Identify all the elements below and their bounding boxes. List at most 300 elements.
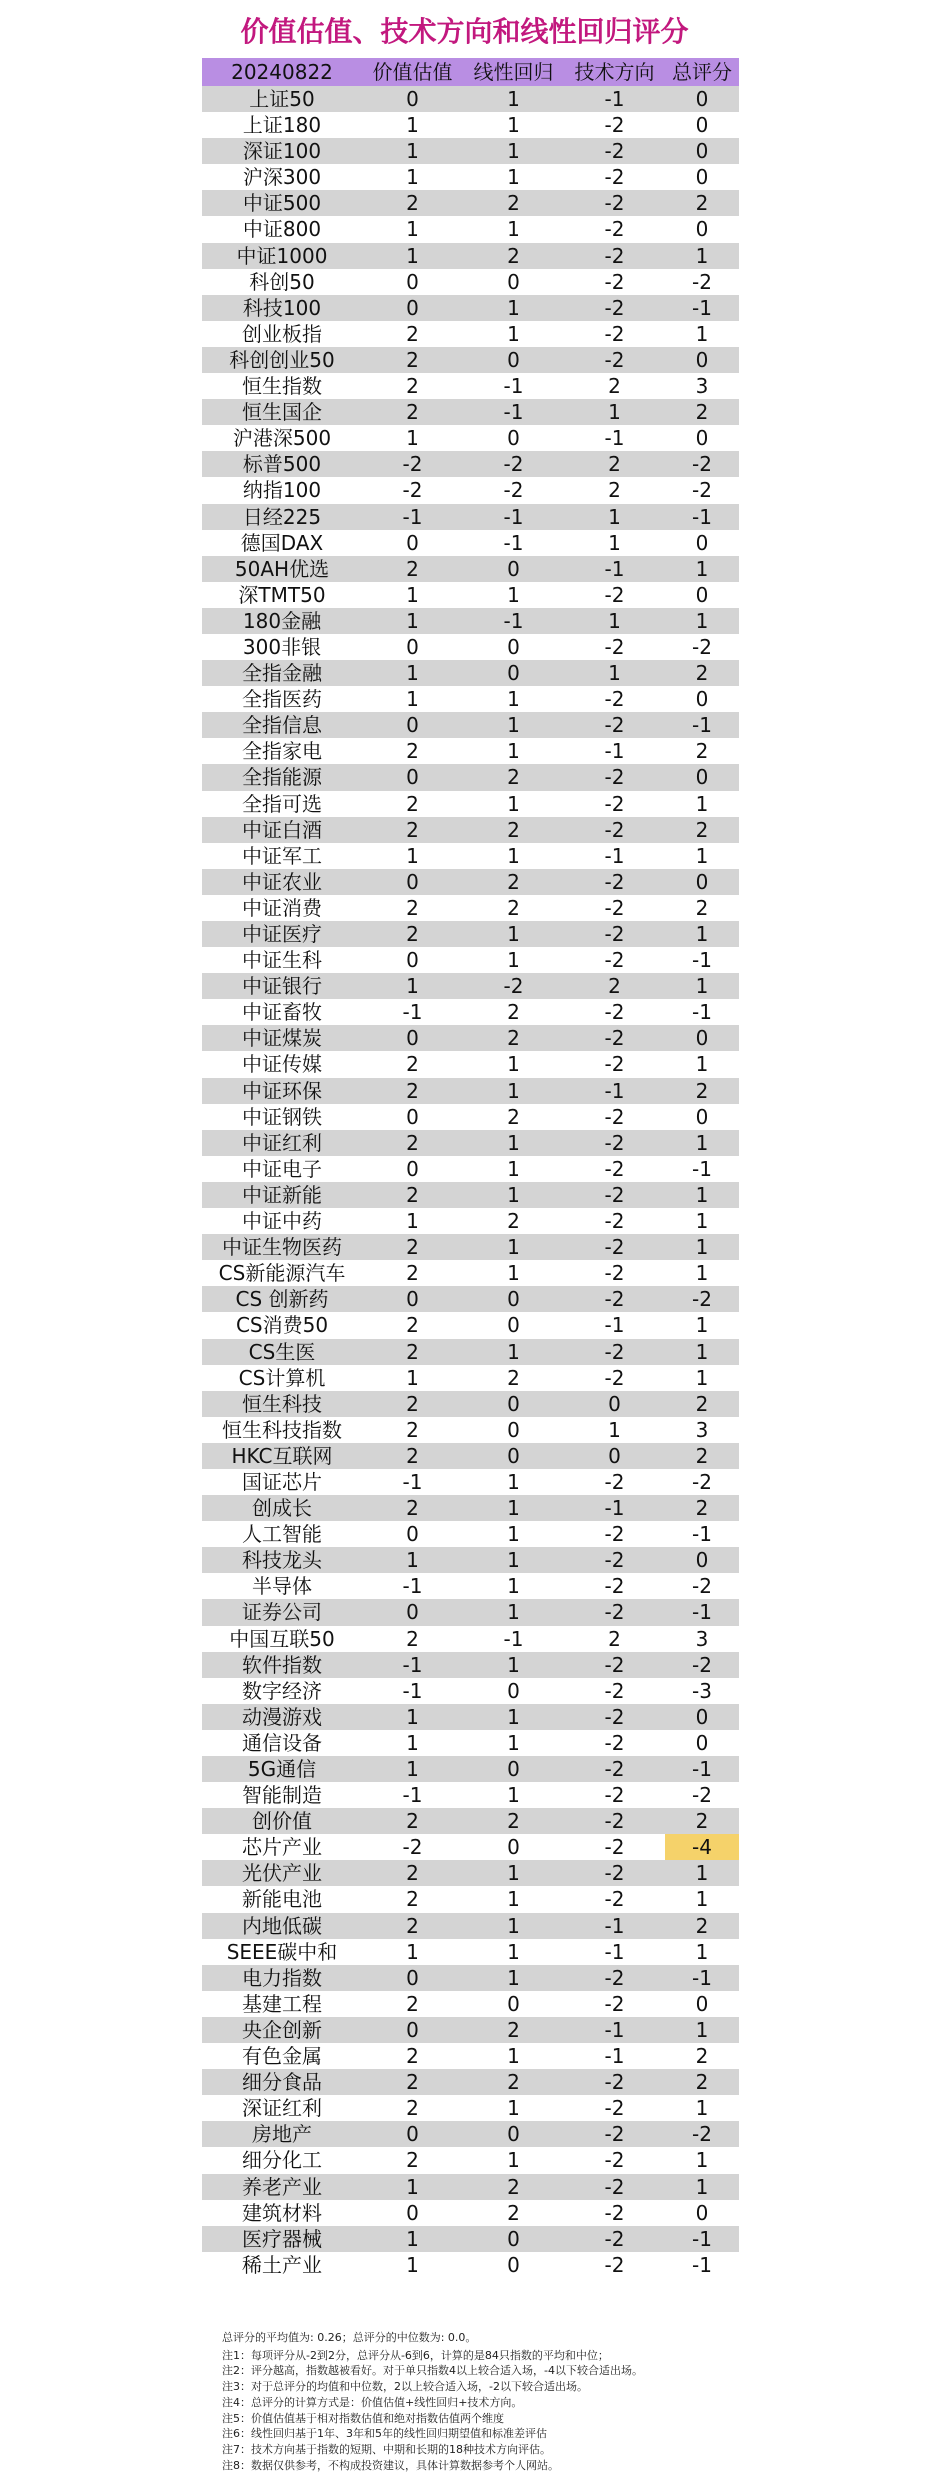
valuation-cell: 2 — [406, 1182, 419, 1207]
table-row — [202, 1025, 739, 1051]
valuation-cell: 0 — [406, 1965, 419, 1990]
technical-cell: -1 — [604, 426, 625, 451]
table-row — [202, 1913, 739, 1939]
table-header — [202, 58, 739, 86]
technical-cell: -2 — [604, 765, 625, 790]
index-name-cell: 中证白酒 — [242, 817, 322, 842]
regression-cell: 0 — [507, 426, 520, 451]
table-row — [202, 2069, 739, 2095]
table-row — [202, 1652, 739, 1678]
table-row — [202, 712, 739, 738]
total-score-cell: 1 — [695, 1209, 709, 1234]
valuation-cell: 0 — [406, 2200, 419, 2225]
regression-cell: 1 — [507, 1339, 520, 1364]
technical-cell: -2 — [604, 269, 625, 294]
table-row — [202, 1860, 739, 1886]
table-row — [202, 477, 739, 503]
index-name-cell: 证券公司 — [242, 1600, 322, 1625]
table-row — [202, 1182, 739, 1208]
index-name-cell: 全指医药 — [242, 687, 322, 712]
valuation-cell: 0 — [406, 765, 419, 790]
total-score-cell: 2 — [695, 2044, 709, 2069]
index-name-cell: 深证红利 — [242, 2096, 322, 2121]
table-row — [202, 1286, 739, 1312]
table-row — [202, 999, 739, 1025]
table-row — [202, 399, 739, 425]
table-row — [202, 1965, 739, 1991]
technical-cell: -2 — [604, 1026, 625, 1051]
valuation-cell: 2 — [406, 1496, 419, 1521]
technical-cell: -2 — [604, 1678, 625, 1703]
technical-cell: -1 — [604, 2017, 625, 2042]
valuation-cell: -1 — [402, 1652, 423, 1677]
technical-cell: -2 — [604, 1730, 625, 1755]
technical-cell: -2 — [604, 1835, 625, 1860]
table-row — [202, 1130, 739, 1156]
regression-cell: 1 — [507, 2044, 520, 2069]
total-score-cell: 1 — [695, 1313, 709, 1338]
table-row — [202, 190, 739, 216]
total-score-cell: -2 — [692, 1287, 712, 1312]
table-row — [202, 2043, 739, 2069]
table-row — [202, 2200, 739, 2226]
valuation-cell: 2 — [406, 1078, 419, 1103]
valuation-cell: 0 — [406, 1026, 419, 1051]
index-name-cell: 内地低碳 — [242, 1913, 322, 1938]
valuation-cell: 1 — [406, 1548, 419, 1573]
regression-cell: 0 — [507, 661, 520, 686]
valuation-cell: -1 — [402, 1574, 423, 1599]
valuation-cell: 0 — [406, 1287, 419, 1312]
note-line: 注6：线性回归基于1年、3年和5年的线性回归期望值和标准差评估 — [222, 2427, 547, 2441]
table-row — [202, 112, 739, 138]
index-name-cell: 50AH优选 — [234, 556, 330, 581]
regression-cell: 1 — [507, 1887, 520, 1912]
total-score-cell: -2 — [692, 452, 712, 477]
total-score-cell: 0 — [695, 139, 709, 164]
table-row — [202, 2121, 739, 2147]
index-name-cell: 中证1000 — [236, 243, 328, 268]
regression-cell: 2 — [507, 191, 520, 216]
total-score-cell: -1 — [692, 1965, 712, 1990]
technical-cell: -2 — [604, 1365, 625, 1390]
total-score-cell: 1 — [695, 2096, 709, 2121]
regression-cell: 1 — [507, 843, 520, 868]
index-name-cell: 全指能源 — [242, 765, 322, 790]
total-score-cell: 0 — [695, 165, 709, 190]
total-score-cell: 1 — [695, 1939, 709, 1964]
total-score-cell: 1 — [695, 556, 709, 581]
regression-cell: 1 — [507, 1913, 520, 1938]
header-date: 20240822 — [231, 60, 333, 84]
valuation-cell: 2 — [406, 922, 419, 946]
technical-cell: -2 — [604, 1052, 625, 1077]
technical-cell: 2 — [608, 1626, 621, 1651]
valuation-cell: 2 — [406, 1313, 419, 1338]
index-name-cell: 中证消费 — [242, 895, 322, 920]
index-name-cell: 中证500 — [242, 191, 322, 216]
index-name-cell: 全指可选 — [242, 791, 322, 816]
technical-cell: -2 — [604, 347, 625, 372]
technical-cell: 0 — [608, 1443, 621, 1468]
regression-cell: 2 — [507, 869, 520, 894]
table-row — [202, 1939, 739, 1965]
table-row — [202, 347, 739, 373]
technical-cell: -2 — [604, 1652, 625, 1677]
technical-cell: -2 — [604, 687, 625, 712]
valuation-cell: 2 — [406, 1339, 419, 1364]
total-score-cell: 1 — [695, 1182, 709, 1207]
valuation-cell: 0 — [406, 269, 419, 294]
total-score-cell: 2 — [695, 817, 709, 842]
technical-cell: -2 — [604, 1287, 625, 1312]
regression-cell: 0 — [507, 2226, 520, 2251]
total-score-cell: 0 — [695, 426, 709, 451]
note-line: 注4：总评分的计算方式是：价值估值+线性回归+技术方向。 — [222, 2395, 523, 2409]
table-row — [202, 608, 739, 634]
total-score-cell: -2 — [692, 1574, 712, 1599]
technical-cell: -1 — [604, 1939, 625, 1964]
valuation-cell: 2 — [406, 321, 419, 346]
table-row — [202, 1495, 739, 1521]
regression-cell: 2 — [507, 765, 520, 790]
total-score-cell: -1 — [692, 1000, 712, 1025]
index-name-cell: 科技龙头 — [242, 1548, 322, 1573]
valuation-cell: 1 — [406, 974, 419, 999]
total-score-cell: 3 — [695, 374, 709, 399]
total-score-cell: -2 — [692, 1783, 712, 1808]
regression-cell: 2 — [507, 2070, 520, 2095]
total-score-cell: 1 — [695, 1235, 709, 1260]
regression-cell: 2 — [507, 2200, 520, 2225]
total-score-cell: 1 — [695, 608, 709, 633]
technical-cell: -2 — [604, 1574, 625, 1599]
technical-cell: -2 — [604, 2252, 625, 2277]
total-score-cell: 0 — [695, 2200, 709, 2225]
technical-cell: -2 — [604, 582, 625, 607]
index-name-cell: CS消费50 — [235, 1313, 329, 1338]
note-line: 注3：对于总评分的均值和中位数，2以上较合适入场，-2以下较合适出场。 — [222, 2380, 588, 2394]
table-row — [202, 921, 739, 947]
total-score-cell: 2 — [695, 1391, 709, 1416]
table-row — [202, 295, 739, 321]
regression-cell: 1 — [507, 87, 520, 111]
total-score-cell: 1 — [695, 1052, 709, 1077]
table-row — [202, 791, 739, 817]
table-row — [202, 2017, 739, 2043]
total-score-cell: 1 — [695, 1365, 709, 1390]
valuation-cell: 0 — [406, 1104, 419, 1129]
regression-cell: 1 — [507, 1730, 520, 1755]
table-row — [202, 738, 739, 764]
regression-cell: 0 — [507, 1835, 520, 1860]
notes-list — [222, 2348, 902, 2474]
technical-cell: -2 — [604, 1182, 625, 1207]
table-row — [202, 1808, 739, 1834]
total-score-cell: 0 — [695, 113, 709, 138]
technical-cell: -2 — [604, 2148, 625, 2173]
valuation-cell: -1 — [402, 504, 423, 529]
valuation-cell: 2 — [406, 1261, 419, 1286]
valuation-cell: 0 — [406, 2017, 419, 2042]
table-row — [202, 1782, 739, 1808]
table-row — [202, 1678, 739, 1704]
regression-cell: -1 — [503, 374, 524, 399]
total-score-cell: 1 — [695, 1861, 709, 1886]
regression-cell: 1 — [507, 948, 520, 973]
table-row — [202, 1051, 739, 1077]
index-name-cell: 电力指数 — [242, 1965, 322, 1990]
regression-cell: 0 — [507, 269, 520, 294]
regression-cell: 1 — [507, 113, 520, 138]
technical-cell: 0 — [608, 1391, 621, 1416]
regression-cell: -2 — [503, 478, 524, 503]
regression-cell: 1 — [507, 1574, 520, 1599]
index-name-cell: 中国互联50 — [229, 1626, 335, 1651]
index-name-cell: 中证新能 — [242, 1182, 322, 1207]
valuation-cell: 2 — [406, 1809, 419, 1834]
technical-cell: -1 — [604, 1313, 625, 1338]
index-name-cell: 创成长 — [252, 1496, 312, 1521]
total-score-cell: 1 — [695, 2174, 709, 2199]
regression-cell: 1 — [507, 1600, 520, 1625]
technical-cell: -2 — [604, 2096, 625, 2121]
score-table — [202, 58, 739, 2278]
valuation-cell: -1 — [402, 1678, 423, 1703]
index-name-cell: 中证中药 — [242, 1209, 322, 1234]
table-row — [202, 243, 739, 269]
index-name-cell: 中证红利 — [242, 1130, 322, 1155]
table-row — [202, 269, 739, 295]
regression-cell: 1 — [507, 1130, 520, 1155]
table-row — [202, 1078, 739, 1104]
regression-cell: 1 — [507, 922, 520, 946]
regression-cell: 1 — [507, 295, 520, 320]
total-score-cell: 1 — [695, 922, 709, 946]
valuation-cell: 0 — [406, 1522, 419, 1547]
index-name-cell: 日经225 — [242, 504, 322, 529]
table-row — [202, 86, 739, 112]
regression-cell: 0 — [507, 1757, 520, 1781]
regression-cell: -1 — [503, 504, 524, 529]
table-row — [202, 843, 739, 869]
technical-cell: -2 — [604, 1783, 625, 1808]
regression-cell: 1 — [507, 1469, 520, 1494]
regression-cell: -1 — [503, 608, 524, 633]
note-line: 注5：价值估值基于相对指数估值和绝对指数估值两个维度 — [222, 2411, 504, 2425]
index-name-cell: 人工智能 — [242, 1522, 322, 1547]
valuation-cell: 0 — [406, 87, 419, 111]
regression-cell: 0 — [507, 1417, 520, 1442]
index-name-cell: 中证银行 — [242, 974, 322, 999]
total-score-cell: 2 — [695, 1809, 709, 1834]
regression-cell: 2 — [507, 1104, 520, 1129]
technical-cell: -2 — [604, 2070, 625, 2095]
valuation-cell: 2 — [406, 1130, 419, 1155]
regression-cell: 1 — [507, 2096, 520, 2121]
valuation-cell: 1 — [406, 426, 419, 451]
technical-cell: 1 — [608, 1417, 621, 1442]
technical-cell: -2 — [604, 191, 625, 216]
total-score-cell: 2 — [695, 661, 709, 686]
valuation-cell: 1 — [406, 139, 419, 164]
table-row — [202, 373, 739, 399]
index-name-cell: 软件指数 — [242, 1652, 322, 1677]
technical-cell: -2 — [604, 1339, 625, 1364]
valuation-cell: 2 — [406, 374, 419, 399]
regression-cell: 2 — [507, 1000, 520, 1025]
valuation-cell: 1 — [406, 2226, 419, 2251]
technical-cell: -1 — [604, 2044, 625, 2069]
technical-cell: -2 — [604, 1261, 625, 1286]
index-name-cell: CS生医 — [248, 1339, 316, 1364]
table-row — [202, 973, 739, 999]
table-row — [202, 1417, 739, 1443]
technical-cell: -2 — [604, 1130, 625, 1155]
valuation-cell: 1 — [406, 1704, 419, 1729]
regression-cell: 2 — [507, 1809, 520, 1834]
table-row — [202, 216, 739, 242]
technical-cell: -2 — [604, 2174, 625, 2199]
table-row — [202, 1834, 739, 1860]
index-name-cell: 中证畜牧 — [242, 1000, 322, 1025]
technical-cell: 2 — [608, 374, 621, 399]
total-score-cell: 0 — [695, 869, 709, 894]
technical-cell: -2 — [604, 1600, 625, 1625]
valuation-cell: -1 — [402, 1783, 423, 1808]
total-score-cell: 1 — [695, 2017, 709, 2042]
index-name-cell: 深证100 — [242, 139, 322, 164]
valuation-cell: 2 — [406, 556, 419, 581]
index-name-cell: 央企创新 — [242, 2017, 322, 2042]
technical-cell: -2 — [604, 2226, 625, 2251]
total-score-cell: -1 — [692, 713, 712, 738]
regression-cell: 2 — [507, 895, 520, 920]
valuation-cell: 1 — [406, 113, 419, 138]
table-row — [202, 138, 739, 164]
regression-cell: 0 — [507, 2252, 520, 2277]
regression-cell: 1 — [507, 1156, 520, 1181]
index-name-cell: 细分食品 — [242, 2070, 322, 2095]
valuation-cell: 0 — [406, 869, 419, 894]
total-score-cell: -1 — [692, 2226, 712, 2251]
note-line: 注7：技术方向基于指数的短期、中期和长期的18种技术方向评估。 — [222, 2442, 551, 2456]
header-technical: 技术方向 — [574, 60, 655, 84]
index-name-cell: 全指金融 — [242, 661, 322, 686]
total-score-cell: 0 — [695, 1026, 709, 1051]
table-row — [202, 1991, 739, 2017]
index-name-cell: 全指家电 — [242, 739, 322, 764]
technical-cell: -2 — [604, 713, 625, 738]
valuation-cell: -1 — [402, 1469, 423, 1494]
index-name-cell: 中证生科 — [242, 948, 322, 973]
valuation-cell: 2 — [406, 1991, 419, 2016]
total-score-cell: -3 — [692, 1678, 712, 1703]
total-score-cell: 2 — [695, 1913, 709, 1938]
regression-cell: -2 — [503, 452, 524, 477]
table-row — [202, 425, 739, 451]
index-name-cell: 动漫游戏 — [242, 1704, 322, 1729]
technical-cell: 2 — [608, 478, 621, 503]
regression-cell: 0 — [507, 1991, 520, 2016]
index-name-cell: CS计算机 — [238, 1365, 326, 1390]
total-score-cell: 1 — [695, 1261, 709, 1286]
regression-cell: 1 — [507, 321, 520, 346]
index-name-cell: 智能制造 — [242, 1783, 322, 1808]
regression-cell: 0 — [507, 1391, 520, 1416]
page-title: 价值估值、技术方向和线性回归评分 — [240, 15, 689, 48]
regression-cell: 1 — [507, 1522, 520, 1547]
index-name-cell: 养老产业 — [242, 2174, 322, 2199]
table-row — [202, 2095, 739, 2121]
note-line: 注1：每项评分从-2到2分，总评分从-6到6，计算的是84只指数的平均和中位； — [222, 2348, 609, 2362]
index-name-cell: 科创50 — [249, 269, 315, 294]
table-row — [202, 1730, 739, 1756]
technical-cell: -2 — [604, 1548, 625, 1573]
table-row — [202, 686, 739, 712]
total-score-cell: 2 — [695, 1496, 709, 1521]
technical-cell: -2 — [604, 1235, 625, 1260]
total-score-cell: 0 — [695, 217, 709, 242]
valuation-cell: 2 — [406, 895, 419, 920]
index-name-cell: HKC互联网 — [231, 1443, 333, 1468]
table-row — [202, 582, 739, 608]
total-score-cell: 0 — [695, 347, 709, 372]
index-name-cell: 有色金属 — [242, 2044, 322, 2069]
table-row — [202, 1312, 739, 1338]
regression-cell: 1 — [507, 1861, 520, 1886]
total-score-cell: -1 — [692, 295, 712, 320]
technical-cell: -2 — [604, 1104, 625, 1129]
technical-cell: -2 — [604, 1704, 625, 1729]
valuation-cell: 2 — [406, 1887, 419, 1912]
valuation-cell: 2 — [406, 1913, 419, 1938]
regression-cell: 1 — [507, 1496, 520, 1521]
index-name-cell: 全指信息 — [242, 713, 322, 738]
index-name-cell: 中证800 — [242, 217, 322, 242]
valuation-cell: 1 — [406, 217, 419, 242]
table-row — [202, 2147, 739, 2173]
valuation-cell: 1 — [406, 2252, 419, 2277]
valuation-cell: 0 — [406, 2122, 419, 2147]
technical-cell: -2 — [604, 791, 625, 816]
index-name-cell: 细分化工 — [242, 2148, 322, 2173]
table-row — [202, 1469, 739, 1495]
notes-summary: 总评分的平均值为: 0.26；总评分的中位数为: 0.0。 — [222, 2331, 477, 2344]
table-row — [202, 1339, 739, 1365]
technical-cell: -2 — [604, 948, 625, 973]
table-row — [202, 634, 739, 660]
regression-cell: -2 — [503, 974, 524, 999]
regression-cell: 1 — [507, 739, 520, 764]
regression-cell: 1 — [507, 217, 520, 242]
valuation-cell: 1 — [406, 608, 419, 633]
table-row — [202, 764, 739, 790]
valuation-cell: -2 — [402, 478, 423, 503]
index-name-cell: 沪深300 — [242, 165, 322, 190]
technical-cell: -2 — [604, 217, 625, 242]
technical-cell: -2 — [604, 139, 625, 164]
regression-cell: 1 — [507, 1652, 520, 1677]
valuation-cell: 2 — [406, 817, 419, 842]
technical-cell: -2 — [604, 869, 625, 894]
index-name-cell: 恒生指数 — [242, 374, 322, 399]
index-name-cell: 稀土产业 — [242, 2252, 322, 2277]
technical-cell: 1 — [608, 400, 621, 425]
regression-cell: 1 — [507, 1548, 520, 1573]
regression-cell: 1 — [507, 1052, 520, 1077]
valuation-cell: 0 — [406, 1600, 419, 1625]
